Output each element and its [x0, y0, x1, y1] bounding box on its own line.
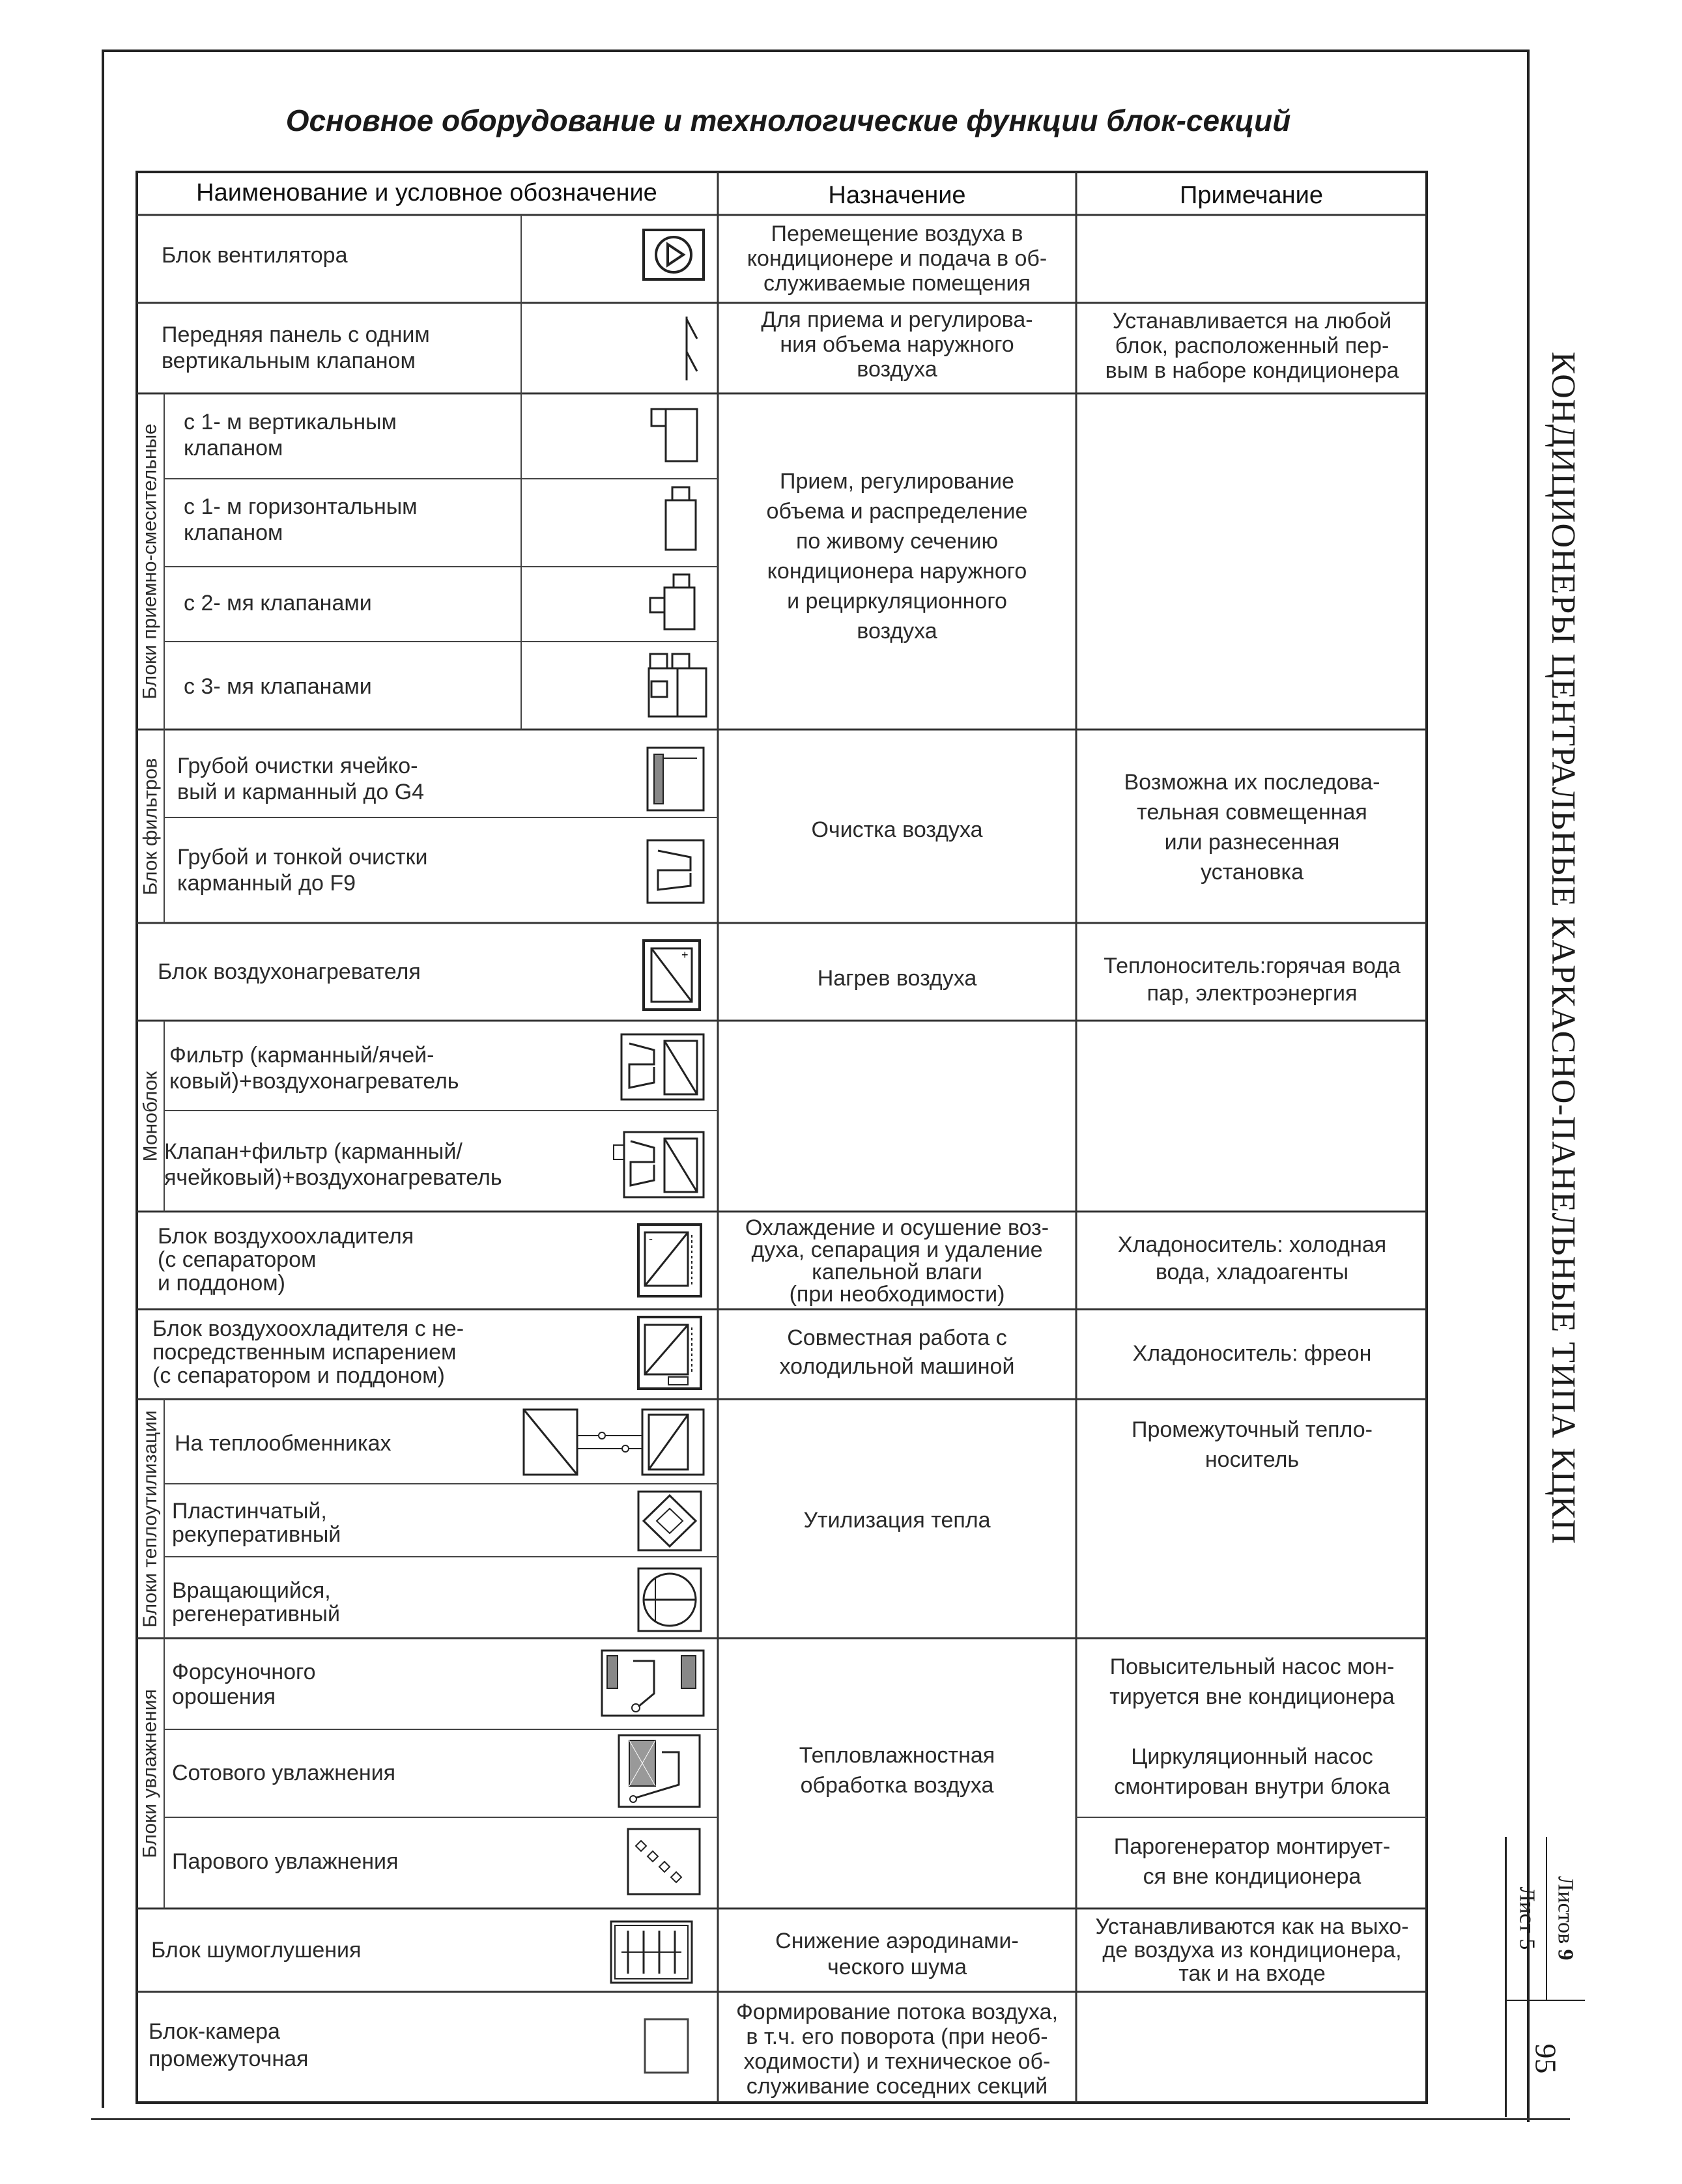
- row-purpose-mixing: Прием, регулирование объема и распределение по живому сечению кондиционера наружного и рециркуляционного воздуха: [766, 469, 1028, 644]
- row-purpose-filters: Очистка воздуха: [811, 817, 983, 842]
- row-note-filters: Возможна их последова- тельная совмещенная или разнесенная установка: [1124, 770, 1380, 885]
- page-title: Основное оборудование и технологические функции блок-секций: [285, 104, 1291, 137]
- cooler-symbol-icon: [636, 1222, 705, 1300]
- front-panel-valve-symbol-icon: [680, 313, 706, 384]
- header-purpose: Назначение: [828, 182, 966, 209]
- row-name-hum-cell: Сотового увлажнения: [172, 1761, 396, 1785]
- header-name: Наименование и условное обозначение: [196, 179, 657, 206]
- hr-plate-symbol-icon: [636, 1489, 705, 1554]
- svg-text:-: -: [649, 1232, 653, 1245]
- row-name-hr-plate: Пластинчатый, рекуперативный: [172, 1499, 341, 1547]
- row-purpose-chamber: Формирование потока воздуха, в т.ч. его поворота (при необ- ходимости) и техническое об- служивание соседних секций: [735, 2000, 1059, 2099]
- header-note: Примечание: [1180, 182, 1323, 209]
- row-name-mix-1h: с 1- м горизонтальным клапаном: [184, 494, 418, 545]
- sheet-count: Листов 9: [1546, 1837, 1585, 2001]
- row-note-cooler: Хладоноситель: холодная вода, хладоагенты: [1117, 1232, 1387, 1284]
- row-note-hum-cell: Циркуляционный насос смонтирован внутри блока: [1114, 1744, 1390, 1799]
- row-note-hum-spray: Повысительный насос мон- тируется вне кондиционера: [1109, 1654, 1395, 1709]
- row-name-filter-coarse: Грубой очистки ячейко- вый и карманный до G4: [177, 754, 425, 804]
- row-note-front-panel: Устанавливается на любой блок, расположенный пер- вым в наборе кондиционера: [1105, 309, 1399, 383]
- row-purpose-humidification: Тепловлажностная обработка воздуха: [799, 1743, 995, 1798]
- row-name-filter-fine: Грубой и тонкой очистки карманный до F9: [177, 845, 428, 896]
- row-name-hum-spray: Форсуночного орошения: [172, 1660, 316, 1709]
- row-name-mix-2: с 2- мя клапанами: [184, 591, 372, 616]
- hr-exchangers-symbol-icon: [521, 1404, 710, 1480]
- row-note-heater: Теплоноситель:горячая вода пар, электроэнергия: [1104, 954, 1401, 1006]
- row-name-cooler: Блок воздухоохладителя (с сепаратором и поддоном): [158, 1224, 414, 1296]
- row-name-fan: Блок вентилятора: [162, 243, 348, 268]
- filter-coarse-symbol-icon: [645, 745, 707, 813]
- mix-1h-symbol-icon: [658, 483, 704, 555]
- row-note-dx-cooler: Хладоноситель: фреон: [1132, 1341, 1372, 1366]
- row-purpose-front-panel: Для приема и регулирова- ния объема наружного воздуха: [761, 307, 1033, 382]
- mix-1v-symbol-icon: [649, 403, 707, 468]
- group-label-heat-recovery: Блоки теплоутилизации: [139, 1410, 162, 1628]
- dx-cooler-symbol-icon: [636, 1314, 705, 1393]
- mono-1-symbol-icon: [619, 1032, 707, 1103]
- row-name-mono-2: Клапан+фильтр (карманный/ ячейковый)+воздухонагреватель: [164, 1139, 502, 1190]
- hum-steam-symbol-icon: [625, 1826, 705, 1898]
- row-purpose-cooler: Охлаждение и осушение воз- духа, сепарация и удаление капельной влаги (при необходимости): [745, 1215, 1049, 1307]
- silencer-symbol-icon: [608, 1919, 696, 1987]
- sheet-number: Лист 5: [1507, 1837, 1547, 2001]
- row-name-mix-1v: с 1- м вертикальным клапаном: [184, 410, 397, 461]
- hum-spray-symbol-icon: [599, 1648, 707, 1721]
- svg-text:+: +: [681, 948, 689, 961]
- row-name-front-panel: Передняя панель с одним вертикальным клапаном: [162, 322, 430, 373]
- group-label-mixing: Блоки приемно-смесительные: [139, 423, 162, 700]
- hr-rotary-symbol-icon: [636, 1566, 705, 1635]
- mono-2-symbol-icon: [612, 1129, 707, 1201]
- row-purpose-fan: Перемещение воздуха в кондиционере и подача в об- служиваемые помещения: [747, 221, 1048, 296]
- row-name-silencer: Блок шумоглушения: [151, 1938, 362, 1963]
- row-name-hum-steam: Парового увлажнения: [172, 1849, 399, 1874]
- heater-symbol-icon: [641, 938, 706, 1014]
- row-note-silencer: Устанавливаются как на выхо- де воздуха из кондиционера, так и на входе: [1095, 1914, 1409, 1986]
- group-label-filters: Блок фильтров: [139, 758, 161, 895]
- row-name-chamber: Блок-камера промежуточная: [149, 2019, 309, 2071]
- fan-symbol-icon: [642, 228, 707, 283]
- row-name-hr-rotary: Вращающийся, регенеративный: [172, 1578, 340, 1626]
- row-note-hr-exchangers: Промежуточный тепло- носитель: [1132, 1417, 1373, 1472]
- row-purpose-silencer: Снижение аэродинами- ческого шума: [775, 1929, 1019, 1979]
- mix-2-symbol-icon: [648, 569, 706, 634]
- group-label-humidification: Блоки увлажнения: [139, 1688, 161, 1858]
- group-label-monoblock: Моноблок: [139, 1071, 161, 1161]
- row-name-heater: Блок воздухонагревателя: [158, 959, 421, 984]
- mix-3-symbol-icon: [645, 649, 710, 720]
- page-number: 95: [1529, 2043, 1563, 2073]
- row-purpose-dx-cooler: Совместная работа с холодильной машиной: [779, 1326, 1015, 1379]
- hum-cell-symbol-icon: [616, 1733, 705, 1811]
- row-name-hr-exchangers: На теплообменниках: [175, 1431, 392, 1456]
- row-note-hum-steam: Парогенератор монтирует- ся вне кондиционера: [1113, 1834, 1391, 1889]
- row-purpose-heat-recovery: Утилизация тепла: [803, 1508, 991, 1533]
- side-title: КОНДИЦИОНЕРЫ ЦЕНТРАЛЬНЫЕ КАРКАСНО-ПАНЕЛЬНЫЕ ТИПА КЦКП: [1545, 351, 1582, 1544]
- row-name-dx-cooler: Блок воздухоохладителя с не- посредственным испарением (с сепаратором и поддоном): [152, 1316, 464, 1388]
- chamber-symbol-icon: [641, 2015, 693, 2078]
- row-purpose-heater: Нагрев воздуха: [817, 966, 977, 991]
- filter-fine-symbol-icon: [645, 838, 707, 905]
- row-name-mix-3: с 3- мя клапанами: [184, 674, 372, 699]
- row-name-mono-1: Фильтр (карманный/ячей- ковый)+воздухонагреватель: [169, 1043, 459, 1094]
